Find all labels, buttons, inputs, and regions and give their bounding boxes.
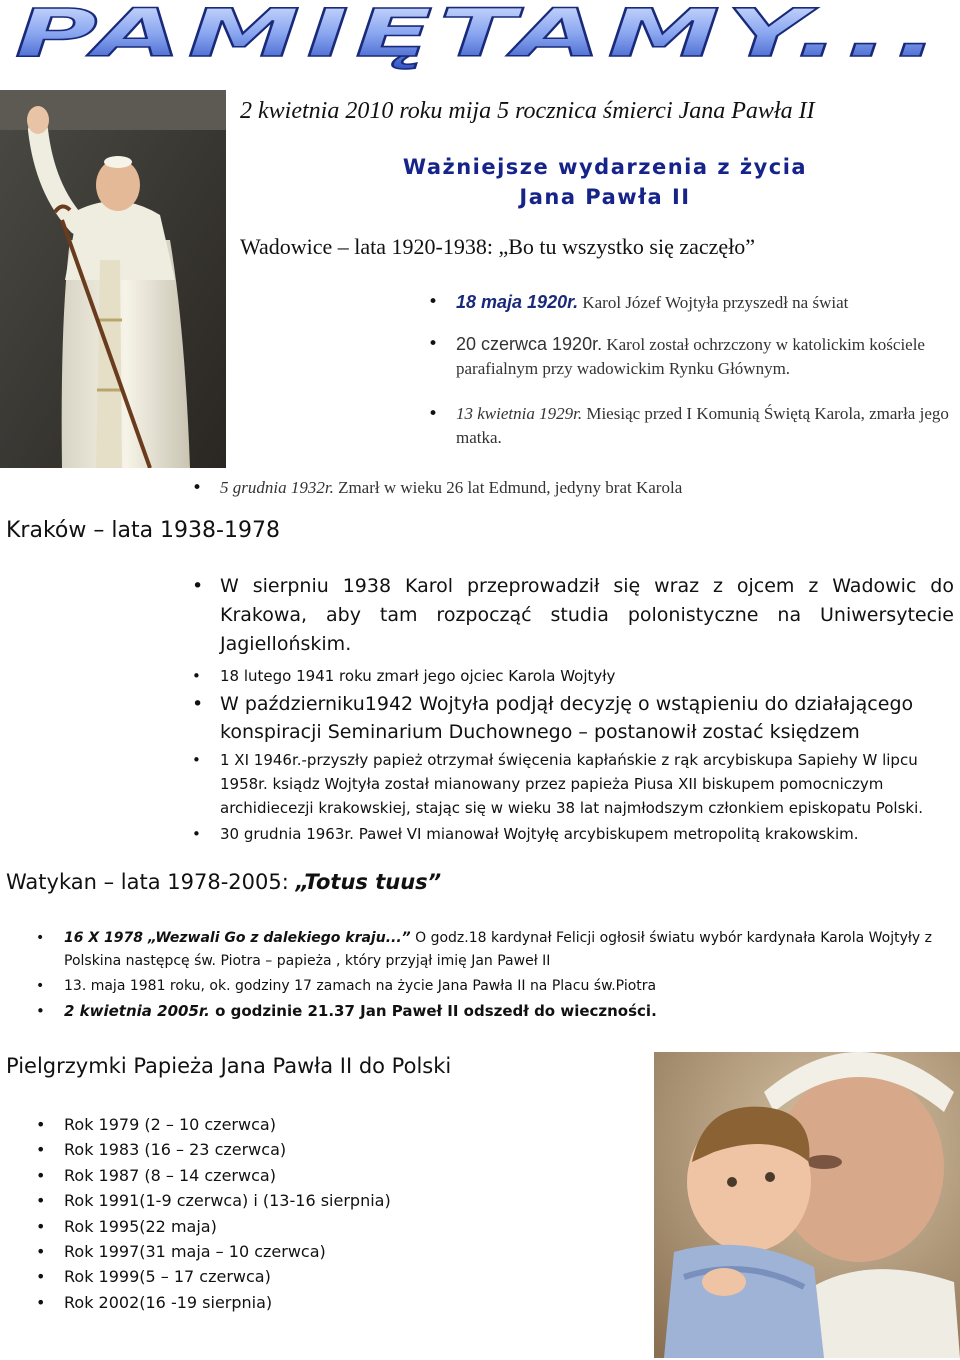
list-item: • Rok 1987 (8 – 14 czerwca)	[64, 1163, 624, 1188]
subtitle-line-1: Ważniejsze wydarzenia z życia	[402, 155, 808, 179]
krakow-list	[220, 572, 954, 846]
list-item: • 20 czerwca 1920r. Karol został ochrzczony w katolickim kościele parafialnym przy wadowickim Rynku Głównym.	[456, 332, 956, 402]
list-item: • Rok 1999(5 – 17 czerwca)	[64, 1264, 624, 1289]
page-title: 2 kwietnia 2010 roku mija 5 rocznica śmierci Jana Pawła II	[240, 98, 815, 124]
list-item: • Rok 1983 (16 – 23 czerwca)	[64, 1137, 624, 1162]
subtitle	[250, 152, 960, 212]
list-item: • 16 X 1978 „Wezwali Go z dalekiego kraju...” O godz.18 kardynał Felicji ogłosił światu wybór kardynała Karola Wojtyły z Polskina następcę św. Piotra – papieża , który przyjął imię Jan Paweł II	[64, 927, 944, 973]
list-item: • 18 maja 1920r. Karol Józef Wojtyła przyszedł na świat	[456, 290, 956, 332]
list-item: • 2 kwietnia 2005r. o godzinie 21.37 Jan Paweł II odszedł do wieczności.	[64, 1000, 944, 1023]
list-item: • Rok 1991(1-9 czerwca) i (13-16 sierpnia)	[64, 1188, 624, 1213]
list-item: • W październiku1942 Wojtyła podjął decyzję o wstąpieniu do działającego konspiracji Seminarium Duchownego – postanowił zostać księdzem	[220, 690, 954, 746]
list-item: • W sierpniu 1938 Karol przeprowadził się wraz z ojcem z Wadowic do Krakowa, aby tam rozpocząć studia polonistyczne na Uniwersytecie Jagiellońskim.	[220, 572, 954, 659]
list-item: • 30 grudnia 1963r. Paweł VI mianował Wojtyłę arcybiskupem metropolitą krakowskim.	[220, 822, 954, 846]
wadowice-heading: Wadowice – lata 1920-1938: „Bo tu wszystko się zaczęło”	[240, 234, 756, 259]
title-banner	[0, 0, 960, 70]
list-item: • 5 grudnia 1932r. Zmarł w wieku 26 lat Edmund, jedyny brat Karola	[220, 476, 920, 500]
list-item: • 13. maja 1981 roku, ok. godziny 17 zamach na życie Jana Pawła II na Placu św.Piotra	[64, 975, 944, 998]
list-item: • 13 kwietnia 1929r. Miesiąc przed I Komunią Świętą Karola, zmarła jego matka.	[456, 402, 956, 450]
list-item: • 18 lutego 1941 roku zmarł jego ojciec Karola Wojtyły	[220, 664, 954, 688]
list-item: • Rok 1979 (2 – 10 czerwca)	[64, 1112, 624, 1137]
list-item: • 1 XI 1946r.-przyszły papież otrzymał święcenia kapłańskie z rąk arcybiskupa Sapiehy W lipcu 1958r. ksiądz Wojtyła został mianowany przez papieża Piusa XII biskupem pomocniczym archidiecezji krakowskiej, stając się w wieku 38 lat najmłodszym członkiem episkopatu Polski.	[220, 748, 954, 820]
list-item: • Rok 1995(22 maja)	[64, 1214, 624, 1239]
pope-waving-photo	[0, 90, 226, 468]
wadowice-list	[456, 290, 956, 450]
list-item: • Rok 2002(16 -19 sierpnia)	[64, 1290, 624, 1315]
banner-text: PAMIĘTAMY...	[15, 0, 945, 70]
watykan-list	[64, 927, 944, 1023]
wadowice-list-cont	[220, 476, 920, 500]
pielgrzymki-heading: Pielgrzymki Papieża Jana Pawła II do Polski	[6, 1054, 452, 1078]
pope-with-child-photo	[654, 1052, 960, 1358]
krakow-heading: Kraków – lata 1938-1978	[6, 518, 280, 543]
subtitle-line-2: Jana Pawła II	[519, 185, 691, 209]
list-item: • Rok 1997(31 maja – 10 czerwca)	[64, 1239, 624, 1264]
watykan-heading: Watykan – lata 1978-2005: „Totus tuus”	[6, 870, 442, 894]
pielgrzymki-list	[64, 1112, 624, 1315]
